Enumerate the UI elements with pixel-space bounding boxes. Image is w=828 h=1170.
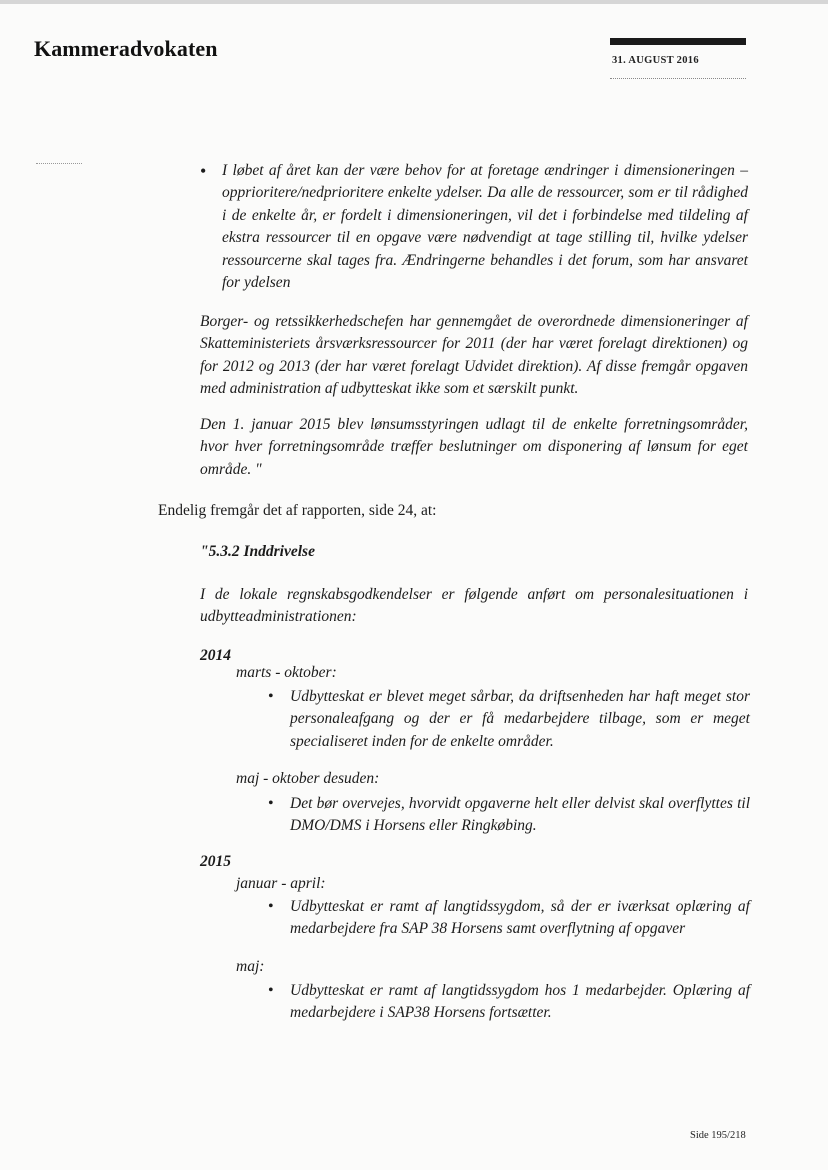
quote-paragraph-1: Borger- og retssikkerhedschefen har gennemgået de overordnede dimensioneringer af Skatteministeriets årsværksressourcer for 2011 (der har været forelagt direktionen) og for 2012 og 2013 (der har været forelagt Udvidet direktion). Af disse fremgår opgaven med administration af udbytteskat ikke som et særskilt punkt.	[200, 313, 748, 398]
period-label: marts - oktober:	[236, 664, 337, 681]
list-item: • Udbytteskat er blevet meget sårbar, da driftsenheden har haft meget stor personaleafgang og der er få medarbejdere tilbage, som er meget specialiseret inden for de enkelte områder.	[268, 688, 750, 750]
bullet-dot-icon: •	[200, 161, 207, 181]
document-date: 31. AUGUST 2016	[612, 55, 699, 66]
list-item: • Udbytteskat er ramt af langtidssygdom hos 1 medarbejder. Oplæring af medarbejdere i SAP38 Horsens fortsætter.	[268, 982, 750, 1022]
date-divider	[610, 78, 746, 79]
quote-paragraph-2: Den 1. januar 2015 blev lønsumsstyringen udlagt til de enkelte forretningsområder, hvor hver forretningsområde træffer beslutninger om disponering af lønsum for eget område. "	[200, 416, 748, 478]
quote-bullet	[200, 160, 748, 294]
bullet-dot-icon: •	[268, 898, 274, 915]
body-intro: Endelig fremgår det af rapporten, side 24, at:	[158, 502, 437, 519]
header-bar	[610, 38, 746, 45]
year-heading-2015: 2015	[200, 853, 231, 870]
list-item: • Udbytteskat er ramt af langtidssygdom, så der er iværksat oplæring af medarbejdere fra SAP 38 Horsens samt overflytning af opgaver	[268, 898, 750, 938]
page-top-edge	[0, 0, 828, 4]
section-heading: "5.3.2 Inddrivelse	[200, 543, 315, 560]
section-intro: I de lokale regnskabsgodkendelser er følgende anført om personalesituationen i udbytteadministrationen:	[200, 586, 748, 626]
bullet-dot-icon: •	[268, 688, 274, 705]
period-label: januar - april:	[236, 875, 326, 892]
period-label: maj:	[236, 958, 265, 975]
bullet-dot-icon: •	[268, 982, 274, 999]
list-item: • Det bør overvejes, hvorvidt opgaverne helt eller delvist skal overflyttes til DMO/DMS i Horsens eller Ringkøbing.	[268, 795, 750, 835]
margin-divider	[36, 163, 82, 164]
bullet-dot-icon: •	[268, 795, 274, 812]
period-label: maj - oktober desuden:	[236, 770, 380, 787]
quote-bullet-text: I løbet af året kan der være behov for at foretage ændringer i dimensioneringen – opprioritere/nedprioritere enkelte ydelser. Da alle de ressourcer, som er til rådighed i de enkelte år, er fordelt i dimensioneringen, vil det i forbindelse med tildeling af ekstra ressourcer til en opgave være nødvendigt at tage stilling til, hvilke ydelser ressourcerne skal tages fra. Ændringerne behandles i det forum, som har ansvaret for ydelsen	[222, 162, 748, 292]
page-number: Side 195/218	[690, 1130, 746, 1141]
year-heading-2014: 2014	[200, 647, 231, 664]
brand-title: Kammeradvokaten	[34, 36, 218, 61]
